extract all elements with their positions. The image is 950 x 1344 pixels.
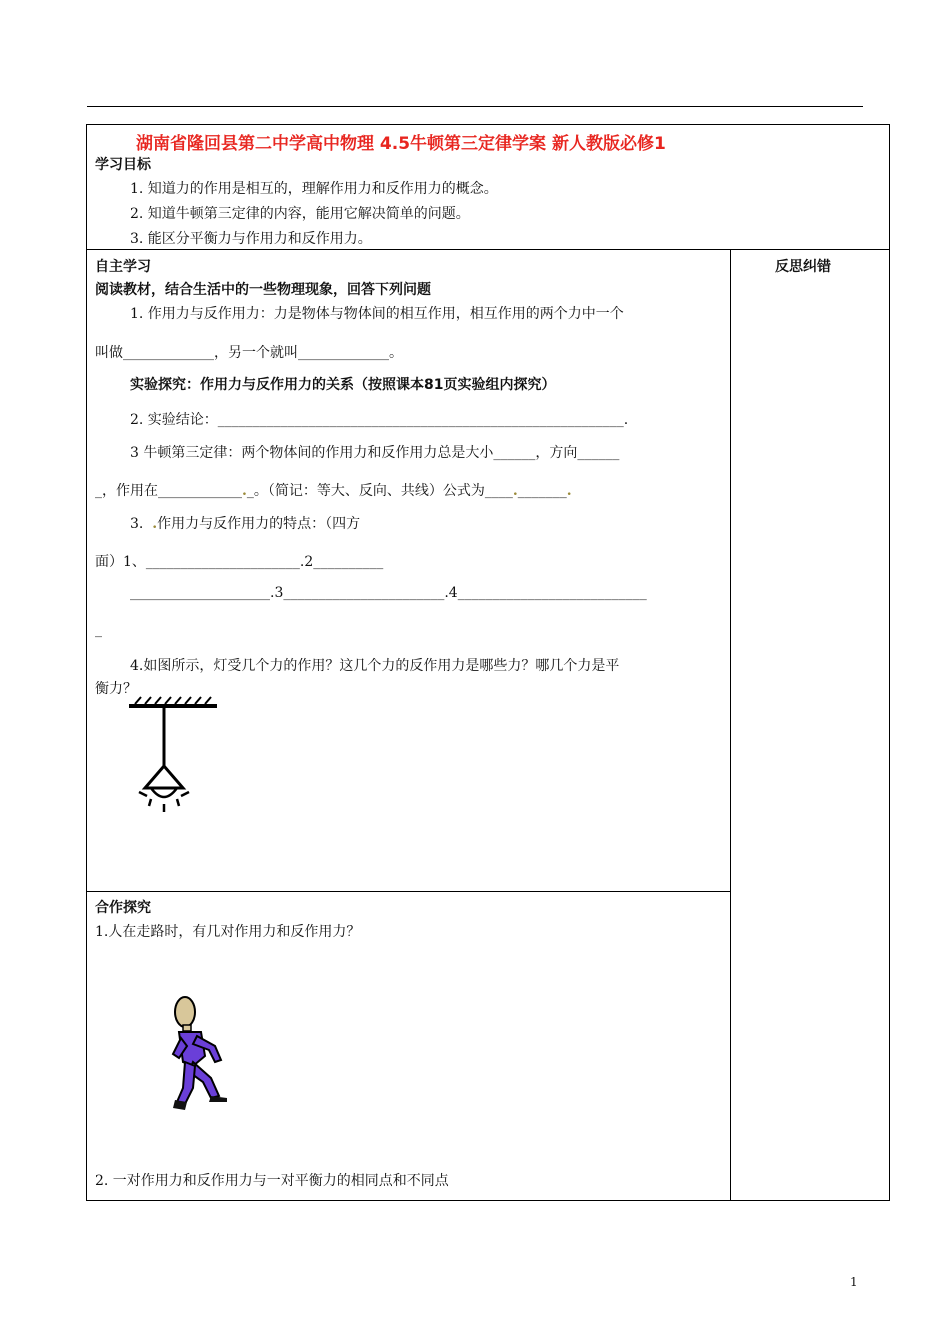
- goals-heading: 学习目标: [95, 157, 151, 173]
- row-divider-2: [86, 891, 731, 892]
- question-3-line-2: [95, 480, 572, 500]
- q3b-number: 3.: [130, 516, 144, 532]
- question-3b-line-1: [130, 513, 360, 533]
- question-4-line-2: 衡力？: [95, 681, 137, 697]
- q3-part-d: _______: [517, 483, 567, 499]
- goal-item: 3. 能区分平衡力与作用力和反作用力。: [130, 231, 372, 247]
- person-shoe-front: [209, 1096, 227, 1102]
- question-1-line-2: 叫做_____________，另一个就叫_____________。: [95, 345, 403, 361]
- q3-marker-dot-2: .: [512, 483, 518, 499]
- cooperative-question-1: 1.人在走路时，有几对作用力和反作用力？: [95, 924, 361, 940]
- goal-item: 1. 知道力的作用是相互的，理解作用力和反作用力的概念。: [130, 181, 498, 197]
- goal-item: 2. 知道牛顿第三定律的内容，能用它解决简单的问题。: [130, 206, 470, 222]
- reflect-heading: 反思纠错: [775, 259, 831, 275]
- ceiling-hatching: [135, 697, 211, 704]
- q3b-text: 作用力与反作用力的特点：（四方: [157, 516, 361, 532]
- q3-part-a: _，作用在____________: [95, 483, 242, 499]
- ceiling-bar: [129, 704, 217, 708]
- row-divider-1: [86, 249, 890, 250]
- q3b-marker-dot: .: [152, 516, 158, 532]
- question-3b-line-3: ____________________.3_______________________.4___________________________: [130, 585, 647, 601]
- question-3b-line-4: _: [95, 622, 102, 638]
- page-title: 湖南省隆回县第二中学高中物理 4.5牛顿第三定律学案 新人教版必修1: [136, 134, 666, 154]
- lamp-rays: [139, 792, 189, 812]
- cooperative-question-2: 2. 一对作用力和反作用力与一对平衡力的相同点和不同点: [95, 1173, 449, 1189]
- person-leg-back: [177, 1062, 195, 1104]
- experiment-heading: 实验探究：作用力与反作用力的关系（按照课本81页实验组内探究）: [130, 377, 556, 393]
- person-neck: [183, 1025, 191, 1031]
- question-1-line-1: 1. 作用力与反作用力：力是物体与物体间的相互作用，相互作用的两个力中一个: [130, 306, 624, 322]
- question-3-line-1: 3 牛顿第三定律：两个物体间的作用力和反作用力总是大小______，方向______: [130, 445, 620, 461]
- q3-part-c: 。（简记：等大、反向、共线）公式为____: [253, 483, 513, 499]
- self-study-heading: 自主学习: [95, 259, 151, 275]
- q3-part-b: _: [246, 483, 254, 499]
- table-border-left: [86, 124, 87, 1201]
- question-3b-line-2: 面）1、______________________.2__________: [95, 554, 384, 570]
- q3-marker-dot: .: [242, 483, 247, 499]
- page-number: 1: [850, 1275, 858, 1289]
- q3-marker-dot-3: .: [566, 483, 572, 499]
- hanging-lamp-illustration: [125, 696, 225, 822]
- header-rule: [87, 106, 863, 107]
- table-border-top: [86, 124, 890, 125]
- table-border-bottom: [86, 1200, 890, 1201]
- question-2: 2. 实验结论：__________________________________________________________.: [130, 412, 629, 428]
- cooperative-heading: 合作探究: [95, 900, 151, 916]
- table-border-right: [889, 124, 890, 1201]
- lamp-shade: [145, 766, 183, 788]
- column-divider: [730, 249, 731, 1201]
- person-head: [175, 997, 195, 1027]
- question-4-line-1: 4.如图所示，灯受几个力的作用？这几个力的反作用力是哪些力？哪几个力是平: [130, 658, 620, 674]
- self-study-instruction: 阅读教材，结合生活中的一些物理现象，回答下列问题: [95, 282, 431, 298]
- walking-person-illustration: [163, 992, 235, 1116]
